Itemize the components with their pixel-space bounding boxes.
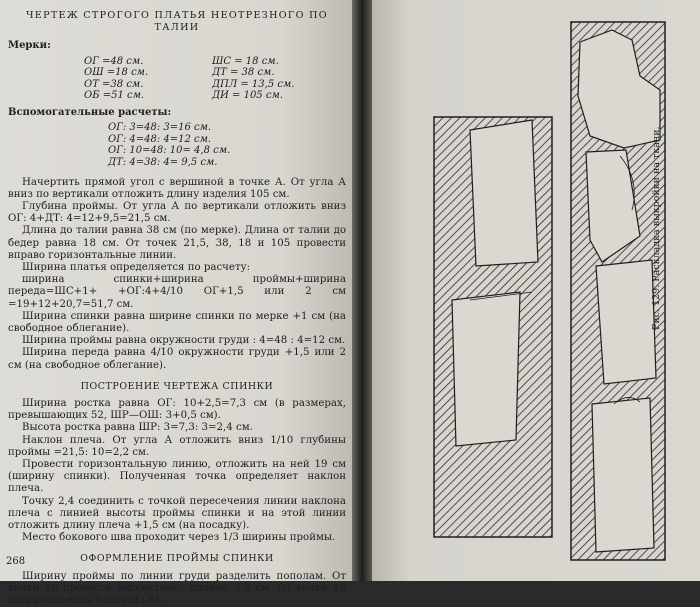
paragraph: Ширина проймы равна окружности груди : 4=48 : 4=12 см. [22, 335, 346, 347]
measurement-ot: ОТ =38 см. [84, 78, 144, 90]
measurement-ob: ОБ =51 см. [84, 90, 145, 102]
calc-heading: Вспомогательные расчеты: [8, 106, 172, 118]
paragraph: Ширина спинки равна ширине спинки по мерке +1 см (на свободное облегание). [8, 310, 346, 334]
paragraph: Ширина платья определяется по расчету: [22, 261, 251, 273]
pattern-piece-cuff [452, 292, 520, 446]
calc-line: ОГ: 4=48: 4=12 см. [108, 133, 212, 145]
measurement-dpl: ДПЛ = 13,5 см. [212, 78, 295, 90]
page-title: ЧЕРТЕЖ СТРОГОГО ПЛАТЬЯ НЕОТРЕЗНОГО ПО ТАЛИИ [26, 10, 328, 34]
measurement-shs: ШС = 18 см. [212, 55, 279, 67]
paragraph: Длина до талии равна 38 см (по мерке). Длина от талии до бедер равна 18 см. От точек 21,5, 38, 18 и 105 провести вправо горизонтальные линии. [8, 225, 346, 261]
measurement-og: ОГ =48 см. [84, 55, 144, 67]
paragraph: Высота ростка равна ШР: 3=7,3: 3=2,4 см. [22, 422, 253, 434]
paragraph: Провести горизонтальную линию, отложить на ней 19 см (ширину спинки). Полученная точка определяет наклон плеча. [8, 459, 346, 495]
pattern-piece-sleeve [470, 120, 538, 266]
page-number: 268 [6, 556, 26, 567]
section-heading: ПОСТРОЕНИЕ ЧЕРТЕЖА СПИНКИ [80, 380, 274, 392]
figure-caption: Рис. 129. Раскладка выкройки на ткани. [651, 126, 662, 330]
pattern-piece-lower [592, 398, 654, 552]
calc-line: ДТ: 4=38: 4= 9,5 см. [108, 156, 218, 168]
paragraph: Место бокового шва проходит через 1/3 ширины проймы. [22, 532, 336, 544]
paragraph: Начертить прямой угол с вершиной в точке А. От угла А вниз по вертикали отложить длину изделия 105 см. [8, 176, 346, 200]
fabric-strip-left [434, 117, 552, 537]
paragraph: Ширину проймы по линии груди разделить пополам. От точки 19 провести биссектрису длиной 2,5 см. От точки 19 вверх отложить 6 см (ОГ: 8). [8, 570, 346, 607]
paragraph: Ширина ростка равна ОГ: 10+2,5=7,3 см (в размерах, превышающих 52, ШР—ОШ: 3+0,5 см). [8, 398, 346, 422]
measurement-osh: ОШ =18 см. [84, 67, 149, 79]
paragraph: ширина спинки+ширина проймы+ширина переда=ШС+1+ +ОГ:4+4/10 ОГ+1,5 или 2 см =19+12+20,7=51,7 см. [8, 274, 346, 310]
calc-line: ОГ: 3=48: 3=16 см. [108, 122, 212, 134]
paragraph: Точку 2,4 соединить с точкой пересечения линии наклона плеча с линией высоты проймы спинки и на этой линии отложить длину плеча +1,5 см (на посадку). [8, 495, 346, 532]
measurement-di: ДИ = 105 см. [212, 90, 283, 102]
paragraph: Ширина переда равна 4/10 окружности груди +1,5 или 2 см (на свободное облегание). [8, 347, 346, 371]
pattern-piece-skirt [596, 260, 656, 384]
paragraph: Наклон плеча. От угла А отложить вниз 1/10 глубины проймы =21,5: 10=2,2 см. [8, 434, 346, 458]
paragraph: Глубина проймы. От угла А по вертикали отложить вниз ОГ: 4+ДТ: 4=12+9,5=21,5 см. [8, 200, 346, 225]
measurements-heading: Мерки: [8, 40, 51, 52]
section-heading: ОФОРМЛЕНИЕ ПРОЙМЫ СПИНКИ [80, 553, 274, 565]
calc-line: ОГ: 10=48: 10= 4,8 см. [108, 145, 231, 157]
measurement-dt: ДТ = 38 см. [212, 67, 275, 79]
